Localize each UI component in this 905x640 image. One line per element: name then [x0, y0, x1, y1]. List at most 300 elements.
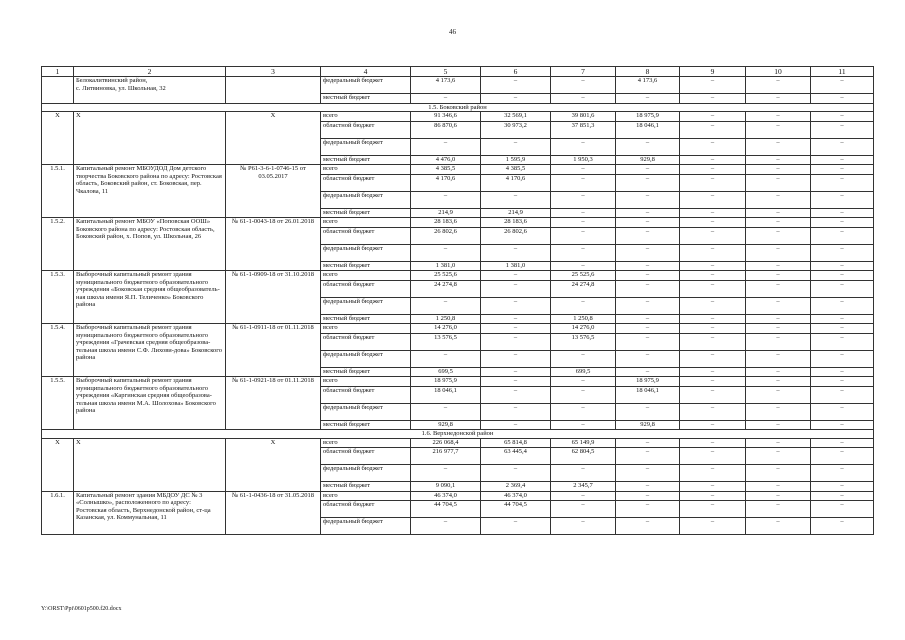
amount-cell: 39 801,6: [551, 112, 616, 122]
column-header: 7: [551, 67, 616, 77]
item-number: Х: [42, 112, 74, 165]
amount-cell: –: [551, 227, 616, 244]
amount-cell: –: [481, 420, 551, 430]
table-row: [42, 377, 874, 387]
item-name: Капитальный ремонт МБОУ «Поповская ООШ» Боковского района по адресу: Ростовская область, Боковский район, х. Попов, ул. Школьная, 26: [74, 218, 226, 271]
amount-cell: 25 525,6: [411, 271, 481, 281]
amount-cell: –: [746, 77, 811, 94]
amount-cell: –: [551, 403, 616, 420]
item-number: 1.5.1.: [42, 165, 74, 218]
amount-cell: 18 046,1: [616, 386, 680, 403]
amount-cell: –: [680, 465, 746, 482]
amount-cell: –: [811, 367, 874, 377]
amount-cell: –: [811, 448, 874, 465]
amount-cell: –: [680, 227, 746, 244]
amount-cell: –: [811, 155, 874, 165]
amount-cell: –: [811, 482, 874, 492]
amount-cell: –: [680, 174, 746, 191]
table-row: [42, 324, 874, 334]
funding-source: местный бюджет: [321, 367, 411, 377]
amount-cell: –: [411, 191, 481, 208]
amount-cell: –: [551, 501, 616, 518]
amount-cell: 44 704,5: [411, 501, 481, 518]
amount-cell: –: [680, 165, 746, 175]
amount-cell: –: [811, 377, 874, 387]
amount-cell: 4 385,5: [411, 165, 481, 175]
amount-cell: –: [551, 165, 616, 175]
amount-cell: –: [746, 386, 811, 403]
amount-cell: –: [680, 244, 746, 261]
amount-cell: –: [746, 218, 811, 228]
funding-source: федеральный бюджет: [321, 350, 411, 367]
funding-source: всего: [321, 165, 411, 175]
amount-cell: –: [746, 155, 811, 165]
amount-cell: –: [680, 155, 746, 165]
item-number: [42, 77, 74, 104]
amount-cell: 4 170,6: [481, 174, 551, 191]
item-name: Капитальный ремонт МБОУДОД Дом детского творчества Боковского района по адресу: Ростовская область, Боковский район, ст. Боковская, пер. Чкалова, 11: [74, 165, 226, 218]
funding-source: областной бюджет: [321, 448, 411, 465]
amount-cell: –: [481, 367, 551, 377]
amount-cell: 214,9: [481, 208, 551, 218]
funding-source: федеральный бюджет: [321, 403, 411, 420]
amount-cell: 18 975,9: [411, 377, 481, 387]
amount-cell: 1 595,9: [481, 155, 551, 165]
amount-cell: –: [551, 386, 616, 403]
item-name: Выборочный капитальный ремонт здания муниципального бюджетного образовательного учреждения «Боковская средняя общеобразователь-ная школа имени Я.П. Теличенко» Боковского района: [74, 271, 226, 324]
amount-cell: –: [811, 138, 874, 155]
table-row: [42, 218, 874, 228]
item-name: Капитальный ремонт здания МБДОУ ДС № 3 «Солнышко», расположенного по адресу: Ростовская область, Верхнедонской район, ст-ца Казанская, ул. Коммунальная, 11: [74, 491, 226, 535]
amount-cell: –: [680, 448, 746, 465]
amount-cell: –: [811, 491, 874, 501]
amount-cell: –: [411, 94, 481, 104]
budget-table: [41, 66, 874, 535]
amount-cell: –: [481, 138, 551, 155]
amount-cell: –: [481, 94, 551, 104]
funding-source: областной бюджет: [321, 227, 411, 244]
amount-cell: –: [746, 174, 811, 191]
amount-cell: –: [616, 501, 680, 518]
amount-cell: 929,8: [616, 420, 680, 430]
document-ref: № 61-1-0911-18 от 01.11.2018: [226, 324, 321, 377]
table-row: [42, 77, 874, 94]
amount-cell: 4 476,0: [411, 155, 481, 165]
amount-cell: 4 173,6: [616, 77, 680, 94]
amount-cell: –: [616, 518, 680, 535]
amount-cell: –: [680, 403, 746, 420]
amount-cell: –: [411, 403, 481, 420]
amount-cell: –: [746, 297, 811, 314]
amount-cell: –: [616, 438, 680, 448]
funding-source: всего: [321, 377, 411, 387]
amount-cell: 226 068,4: [411, 438, 481, 448]
funding-source: всего: [321, 218, 411, 228]
amount-cell: –: [811, 420, 874, 430]
amount-cell: 44 704,5: [481, 501, 551, 518]
amount-cell: 18 975,9: [616, 377, 680, 387]
amount-cell: –: [481, 377, 551, 387]
section-title: 1.5. Боковский район: [42, 103, 874, 112]
amount-cell: –: [481, 314, 551, 324]
amount-cell: –: [811, 112, 874, 122]
document-ref: Х: [226, 438, 321, 491]
amount-cell: –: [680, 94, 746, 104]
amount-cell: –: [411, 518, 481, 535]
amount-cell: 4 385,5: [481, 165, 551, 175]
amount-cell: –: [680, 271, 746, 281]
document-ref: № 61-1-0043-18 от 26.01.2018: [226, 218, 321, 271]
amount-cell: –: [616, 227, 680, 244]
amount-cell: 9 090,1: [411, 482, 481, 492]
amount-cell: –: [811, 314, 874, 324]
amount-cell: 32 569,1: [481, 112, 551, 122]
amount-cell: –: [746, 518, 811, 535]
amount-cell: 216 977,7: [411, 448, 481, 465]
funding-source: областной бюджет: [321, 121, 411, 138]
amount-cell: 63 445,4: [481, 448, 551, 465]
amount-cell: 46 374,0: [411, 491, 481, 501]
amount-cell: –: [481, 280, 551, 297]
funding-source: областной бюджет: [321, 174, 411, 191]
funding-source: местный бюджет: [321, 420, 411, 430]
document-ref: № Р61-3-6-1-0746-15 от 03.05.2017: [226, 165, 321, 218]
amount-cell: 37 851,3: [551, 121, 616, 138]
amount-cell: –: [746, 465, 811, 482]
amount-cell: –: [746, 501, 811, 518]
column-header: 3: [226, 67, 321, 77]
funding-source: местный бюджет: [321, 208, 411, 218]
amount-cell: 26 802,6: [411, 227, 481, 244]
amount-cell: –: [746, 261, 811, 271]
table-row: [42, 165, 874, 175]
amount-cell: –: [616, 297, 680, 314]
amount-cell: –: [616, 271, 680, 281]
amount-cell: –: [680, 218, 746, 228]
amount-cell: 929,8: [411, 420, 481, 430]
amount-cell: –: [616, 280, 680, 297]
amount-cell: 18 975,9: [616, 112, 680, 122]
amount-cell: –: [616, 448, 680, 465]
amount-cell: –: [411, 244, 481, 261]
amount-cell: 91 346,6: [411, 112, 481, 122]
amount-cell: –: [411, 138, 481, 155]
amount-cell: –: [680, 138, 746, 155]
table-row: [42, 271, 874, 281]
amount-cell: –: [680, 518, 746, 535]
amount-cell: –: [746, 403, 811, 420]
amount-cell: 1 950,3: [551, 155, 616, 165]
amount-cell: –: [746, 377, 811, 387]
amount-cell: –: [481, 191, 551, 208]
amount-cell: 1 250,8: [411, 314, 481, 324]
amount-cell: –: [811, 501, 874, 518]
amount-cell: 24 274,8: [411, 280, 481, 297]
amount-cell: –: [811, 350, 874, 367]
amount-cell: –: [811, 438, 874, 448]
column-header: 4: [321, 67, 411, 77]
funding-source: федеральный бюджет: [321, 518, 411, 535]
amount-cell: 24 274,8: [551, 280, 616, 297]
amount-cell: –: [811, 218, 874, 228]
funding-source: местный бюджет: [321, 155, 411, 165]
amount-cell: –: [811, 261, 874, 271]
amount-cell: 18 046,1: [411, 386, 481, 403]
amount-cell: –: [616, 218, 680, 228]
amount-cell: –: [551, 297, 616, 314]
amount-cell: –: [680, 280, 746, 297]
document-ref: № 61-1-0436-18 от 31.05.2018: [226, 491, 321, 535]
item-name: Белокалитвинский район, с. Литвиновка, ул. Школьная, 32: [74, 77, 226, 104]
amount-cell: –: [481, 518, 551, 535]
amount-cell: –: [616, 191, 680, 208]
funding-source: областной бюджет: [321, 333, 411, 350]
amount-cell: –: [680, 377, 746, 387]
table-row: [42, 112, 874, 122]
amount-cell: 26 802,6: [481, 227, 551, 244]
amount-cell: 28 183,6: [411, 218, 481, 228]
table-row: [42, 438, 874, 448]
amount-cell: –: [551, 208, 616, 218]
amount-cell: –: [811, 386, 874, 403]
page-number: 46: [449, 28, 456, 36]
amount-cell: 2 369,4: [481, 482, 551, 492]
amount-cell: –: [811, 333, 874, 350]
funding-source: федеральный бюджет: [321, 191, 411, 208]
amount-cell: –: [811, 94, 874, 104]
amount-cell: –: [551, 191, 616, 208]
column-header: 9: [680, 67, 746, 77]
funding-source: местный бюджет: [321, 94, 411, 104]
amount-cell: 65 814,8: [481, 438, 551, 448]
amount-cell: –: [680, 501, 746, 518]
amount-cell: –: [616, 350, 680, 367]
column-header: 2: [74, 67, 226, 77]
amount-cell: –: [811, 121, 874, 138]
amount-cell: –: [811, 403, 874, 420]
amount-cell: –: [481, 333, 551, 350]
amount-cell: 14 276,0: [551, 324, 616, 334]
amount-cell: –: [616, 324, 680, 334]
amount-cell: –: [551, 94, 616, 104]
funding-source: всего: [321, 112, 411, 122]
document-ref: Х: [226, 112, 321, 165]
amount-cell: –: [680, 386, 746, 403]
item-number: Х: [42, 438, 74, 491]
amount-cell: –: [680, 350, 746, 367]
amount-cell: –: [680, 297, 746, 314]
amount-cell: 46 374,0: [481, 491, 551, 501]
amount-cell: –: [551, 518, 616, 535]
amount-cell: –: [746, 333, 811, 350]
amount-cell: –: [811, 227, 874, 244]
column-header: 1: [42, 67, 74, 77]
amount-cell: –: [616, 138, 680, 155]
amount-cell: –: [680, 491, 746, 501]
item-name: Х: [74, 438, 226, 491]
amount-cell: 65 149,9: [551, 438, 616, 448]
amount-cell: –: [746, 350, 811, 367]
amount-cell: –: [680, 314, 746, 324]
funding-source: всего: [321, 324, 411, 334]
amount-cell: –: [680, 191, 746, 208]
item-name: Выборочный капитальный ремонт здания муниципального бюджетного образовательного учреждения «Каргинская средняя общеобразова-тельная школа имени М.А. Шолохова» Боковского района: [74, 377, 226, 430]
amount-cell: 699,5: [411, 367, 481, 377]
funding-source: федеральный бюджет: [321, 138, 411, 155]
amount-cell: –: [481, 465, 551, 482]
amount-cell: –: [616, 465, 680, 482]
amount-cell: –: [481, 244, 551, 261]
amount-cell: –: [616, 491, 680, 501]
table-row: [42, 491, 874, 501]
amount-cell: –: [551, 350, 616, 367]
amount-cell: –: [616, 94, 680, 104]
amount-cell: 25 525,6: [551, 271, 616, 281]
amount-cell: 1 381,0: [411, 261, 481, 271]
amount-cell: –: [551, 218, 616, 228]
amount-cell: –: [616, 208, 680, 218]
amount-cell: –: [481, 77, 551, 94]
amount-cell: –: [746, 244, 811, 261]
amount-cell: 4 170,6: [411, 174, 481, 191]
amount-cell: 30 973,2: [481, 121, 551, 138]
amount-cell: –: [680, 367, 746, 377]
amount-cell: –: [680, 333, 746, 350]
amount-cell: –: [411, 465, 481, 482]
amount-cell: –: [680, 112, 746, 122]
amount-cell: 14 276,0: [411, 324, 481, 334]
document-ref: № 61-1-0921-18 от 01.11.2018: [226, 377, 321, 430]
amount-cell: 28 183,6: [481, 218, 551, 228]
amount-cell: –: [616, 333, 680, 350]
item-number: 1.5.5.: [42, 377, 74, 430]
funding-source: местный бюджет: [321, 261, 411, 271]
funding-source: местный бюджет: [321, 482, 411, 492]
funding-source: областной бюджет: [321, 386, 411, 403]
document-ref: [226, 77, 321, 104]
item-number: 1.5.4.: [42, 324, 74, 377]
amount-cell: –: [811, 208, 874, 218]
amount-cell: –: [746, 314, 811, 324]
amount-cell: –: [811, 191, 874, 208]
amount-cell: 86 870,6: [411, 121, 481, 138]
amount-cell: –: [481, 324, 551, 334]
funding-source: областной бюджет: [321, 280, 411, 297]
amount-cell: 18 046,1: [616, 121, 680, 138]
amount-cell: –: [481, 271, 551, 281]
amount-cell: –: [746, 367, 811, 377]
amount-cell: –: [551, 138, 616, 155]
amount-cell: –: [680, 77, 746, 94]
amount-cell: –: [746, 280, 811, 297]
amount-cell: –: [481, 386, 551, 403]
amount-cell: –: [551, 77, 616, 94]
amount-cell: 699,5: [551, 367, 616, 377]
amount-cell: –: [481, 403, 551, 420]
header-row: [42, 67, 874, 77]
amount-cell: –: [746, 121, 811, 138]
amount-cell: –: [811, 280, 874, 297]
amount-cell: 62 804,5: [551, 448, 616, 465]
amount-cell: 13 576,5: [411, 333, 481, 350]
amount-cell: –: [616, 403, 680, 420]
amount-cell: –: [811, 174, 874, 191]
amount-cell: 1 250,8: [551, 314, 616, 324]
section-title: 1.6. Верхнедонской район: [42, 430, 874, 439]
document-ref: № 61-1-0909-18 от 31.10.2018: [226, 271, 321, 324]
funding-source: областной бюджет: [321, 501, 411, 518]
amount-cell: –: [746, 191, 811, 208]
amount-cell: –: [811, 465, 874, 482]
item-name: Х: [74, 112, 226, 165]
amount-cell: –: [411, 297, 481, 314]
item-number: 1.5.3.: [42, 271, 74, 324]
amount-cell: –: [746, 208, 811, 218]
section-row: [42, 103, 874, 112]
amount-cell: –: [616, 314, 680, 324]
amount-cell: –: [551, 465, 616, 482]
amount-cell: 13 576,5: [551, 333, 616, 350]
amount-cell: –: [616, 367, 680, 377]
amount-cell: –: [551, 174, 616, 191]
amount-cell: –: [411, 350, 481, 367]
amount-cell: –: [746, 438, 811, 448]
amount-cell: –: [680, 438, 746, 448]
amount-cell: –: [616, 261, 680, 271]
amount-cell: –: [811, 244, 874, 261]
amount-cell: –: [811, 271, 874, 281]
amount-cell: 4 173,6: [411, 77, 481, 94]
column-header: 10: [746, 67, 811, 77]
amount-cell: –: [551, 491, 616, 501]
amount-cell: –: [811, 165, 874, 175]
amount-cell: –: [481, 350, 551, 367]
funding-source: всего: [321, 271, 411, 281]
amount-cell: 1 381,0: [481, 261, 551, 271]
amount-cell: –: [746, 420, 811, 430]
amount-cell: –: [616, 244, 680, 261]
amount-cell: 2 345,7: [551, 482, 616, 492]
funding-source: всего: [321, 438, 411, 448]
file-path-footer: Y:\ORST\Ppi\0601p500.f20.docx: [41, 606, 122, 612]
amount-cell: –: [746, 324, 811, 334]
funding-source: федеральный бюджет: [321, 297, 411, 314]
amount-cell: –: [746, 112, 811, 122]
amount-cell: –: [746, 271, 811, 281]
amount-cell: –: [551, 261, 616, 271]
amount-cell: –: [551, 377, 616, 387]
amount-cell: –: [680, 261, 746, 271]
amount-cell: –: [811, 77, 874, 94]
amount-cell: –: [616, 482, 680, 492]
amount-cell: –: [746, 165, 811, 175]
amount-cell: –: [811, 297, 874, 314]
amount-cell: –: [680, 420, 746, 430]
funding-source: местный бюджет: [321, 314, 411, 324]
amount-cell: –: [551, 244, 616, 261]
amount-cell: –: [616, 174, 680, 191]
amount-cell: –: [746, 482, 811, 492]
amount-cell: –: [746, 491, 811, 501]
amount-cell: –: [481, 297, 551, 314]
column-header: 8: [616, 67, 680, 77]
amount-cell: –: [616, 165, 680, 175]
amount-cell: –: [680, 121, 746, 138]
column-header: 6: [481, 67, 551, 77]
amount-cell: –: [746, 138, 811, 155]
funding-source: федеральный бюджет: [321, 465, 411, 482]
amount-cell: –: [551, 420, 616, 430]
